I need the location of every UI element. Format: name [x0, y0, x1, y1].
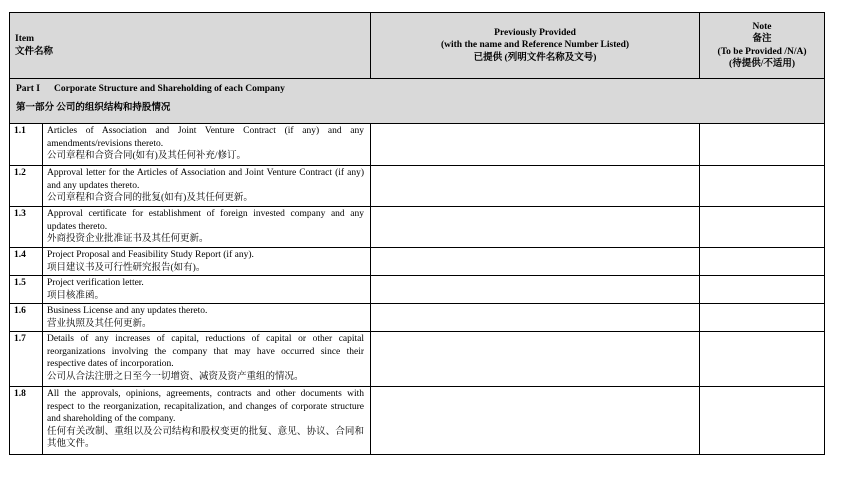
header-note-en2: (To be Provided /N/A)	[717, 46, 807, 57]
header-note-cn: 备注	[752, 34, 772, 44]
header-item-en: Item	[15, 34, 34, 44]
row-text-en: Business License and any updates thereto.	[47, 306, 208, 316]
note-cell[interactable]	[700, 276, 825, 304]
row-number: 1.2	[10, 166, 43, 207]
row-number: 1.8	[10, 387, 43, 455]
note-cell[interactable]	[700, 387, 825, 455]
previously-provided-cell[interactable]	[371, 207, 700, 248]
note-cell[interactable]	[700, 304, 825, 332]
header-previously-provided-cell	[371, 13, 700, 79]
row-number: 1.4	[10, 248, 43, 276]
row-number: 1.7	[10, 332, 43, 387]
row-text-en: Project verification letter.	[47, 278, 144, 288]
row-number: 1.5	[10, 276, 43, 304]
table-row	[10, 304, 825, 332]
previously-provided-cell[interactable]	[371, 166, 700, 207]
note-cell[interactable]	[700, 332, 825, 387]
table-row	[10, 387, 825, 455]
header-item-cell	[10, 13, 371, 79]
row-text-cn: 公司章程和合资合同(如有)及其任何补充/修订。	[47, 151, 246, 161]
header-note-cell	[700, 13, 825, 79]
row-description	[43, 332, 371, 387]
note-cell[interactable]	[700, 248, 825, 276]
row-text-en: Articles of Association and Joint Venture Contract (if any) and any amendments/revisions thereto.	[47, 126, 365, 149]
row-text-en: Approval letter for the Articles of Association and Joint Venture Contract (if any) and any updates thereto.	[47, 168, 365, 191]
header-note-en: Note	[752, 21, 772, 32]
row-description	[43, 166, 371, 207]
table-row	[10, 166, 825, 207]
previously-provided-cell[interactable]	[371, 332, 700, 387]
row-number: 1.1	[10, 124, 43, 166]
previously-provided-cell[interactable]	[371, 304, 700, 332]
row-description	[43, 387, 371, 455]
header-item-cn: 文件名称	[15, 46, 54, 57]
document-table	[9, 12, 825, 455]
table-row	[10, 276, 825, 304]
table-row	[10, 248, 825, 276]
header-note-cn2: (待提供/不适用)	[729, 59, 795, 69]
table-row	[10, 124, 825, 166]
row-description	[43, 248, 371, 276]
table-header-row	[10, 13, 825, 79]
note-cell[interactable]	[700, 207, 825, 248]
row-text-cn: 公司从合法注册之日至今一切增资、减资及资产重组的情况。	[47, 371, 304, 382]
part-label: Part I	[16, 84, 41, 94]
note-cell[interactable]	[700, 124, 825, 166]
previously-provided-cell[interactable]	[371, 276, 700, 304]
header-prev-en2: (with the name and Reference Number Listed)	[440, 40, 630, 51]
part-title-en: Corporate Structure and Shareholding of each Company	[54, 84, 285, 94]
row-number: 1.3	[10, 207, 43, 248]
row-description	[43, 276, 371, 304]
row-text-cn: 营业执照及其任何更新。	[47, 318, 152, 329]
row-text-cn: 任何有关改制、重组以及公司结构和股权变更的批复、意见、协议、合同和其他文件。	[47, 426, 365, 449]
header-prev-en: Previously Provided	[494, 27, 576, 38]
row-description	[43, 207, 371, 248]
row-text-en: Details of any increases of capital, reductions of capital or other capital reorganizations involving the company that may have occurred since their respective dates of incorporation.	[47, 334, 365, 369]
row-text-en: All the approvals, opinions, agreements, contracts and other documents with respect to the reorganization, recapitalization, and changes of corporate structure and shareholding of the company.	[47, 389, 365, 424]
previously-provided-cell[interactable]	[371, 248, 700, 276]
header-prev-cn: 已提供 (列明文件名称及文号)	[473, 52, 597, 63]
row-text-cn: 项目核准函。	[47, 290, 105, 301]
row-description	[43, 124, 371, 166]
row-text-cn: 外商投资企业批准证书及其任何更新。	[47, 234, 209, 244]
previously-provided-cell[interactable]	[371, 124, 700, 166]
table-row	[10, 332, 825, 387]
row-text-cn: 公司章程和合资合同的批复(如有)及其任何更新。	[47, 193, 253, 203]
row-text-cn: 项目建议书及可行性研究报告(如有)。	[47, 262, 206, 273]
part-title-cn: 第一部分 公司的组织结构和持股情况	[16, 102, 171, 113]
part-heading-cell	[10, 79, 825, 124]
note-cell[interactable]	[700, 166, 825, 207]
previously-provided-cell[interactable]	[371, 387, 700, 455]
row-number: 1.6	[10, 304, 43, 332]
row-description	[43, 304, 371, 332]
row-text-en: Approval certificate for establishment of foreign invested company and any updates thereto.	[47, 209, 365, 232]
part-heading-row	[10, 79, 825, 124]
table-row	[10, 207, 825, 248]
row-text-en: Project Proposal and Feasibility Study Report (if any).	[47, 250, 254, 260]
